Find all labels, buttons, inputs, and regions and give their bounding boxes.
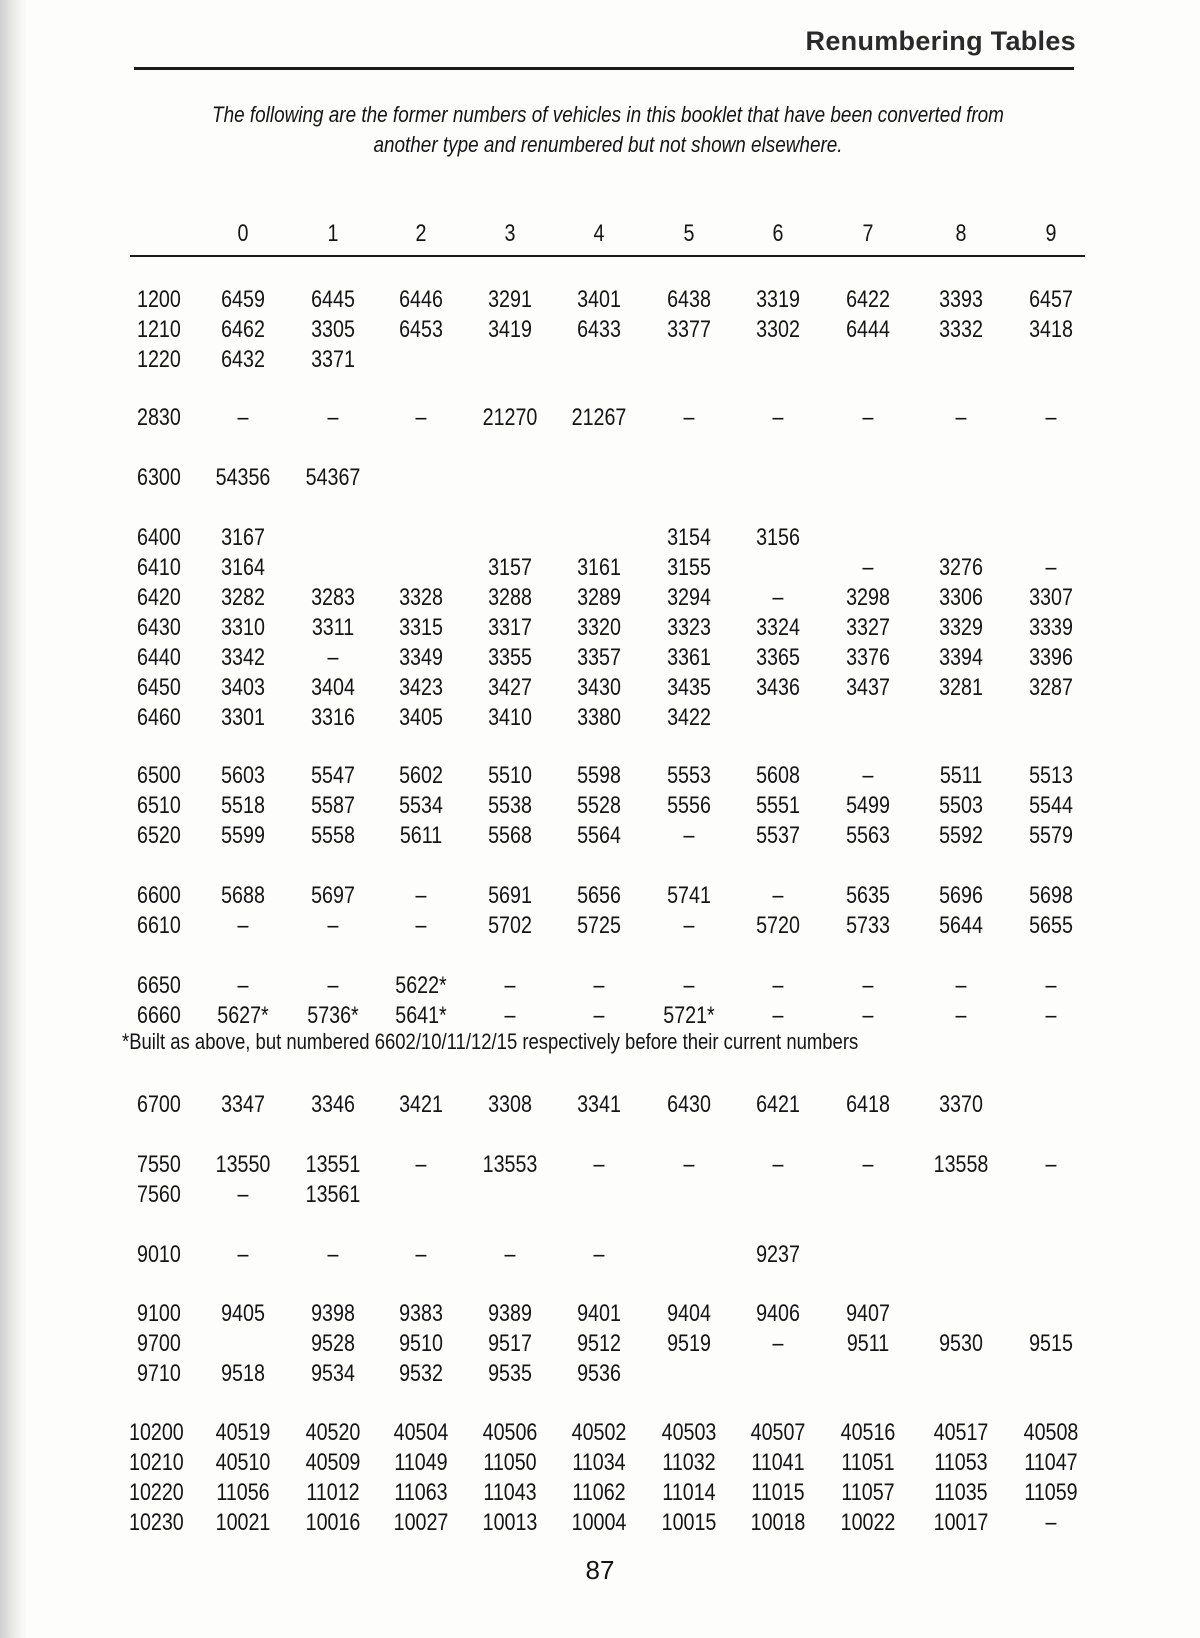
table-cell: – bbox=[772, 404, 784, 431]
table-cell: 5568 bbox=[488, 822, 532, 849]
column-header: 8 bbox=[955, 220, 967, 247]
table-cell: 13550 bbox=[215, 1151, 271, 1178]
table-cell: 5537 bbox=[756, 822, 800, 849]
table-cell: 10004 bbox=[571, 1509, 627, 1536]
table-cell: 11015 bbox=[751, 1479, 805, 1506]
table-cell: 3306 bbox=[939, 584, 983, 611]
table-cell: 5644 bbox=[939, 912, 983, 939]
row-label: 6300 bbox=[137, 464, 181, 491]
table-cell: – bbox=[327, 972, 339, 999]
table-cell: 5725 bbox=[577, 912, 621, 939]
column-header: 4 bbox=[593, 220, 605, 247]
column-header: 6 bbox=[772, 220, 784, 247]
table-cell: 3287 bbox=[1029, 674, 1073, 701]
table-cell: 40510 bbox=[215, 1449, 271, 1476]
table-cell: 9389 bbox=[488, 1300, 532, 1327]
table-cell: – bbox=[415, 882, 427, 909]
table-cell: 5635 bbox=[846, 882, 890, 909]
table-cell: 3404 bbox=[311, 674, 355, 701]
table-cell: 5622* bbox=[395, 972, 447, 999]
table-cell: 3435 bbox=[667, 674, 711, 701]
table-cell: 5741 bbox=[667, 882, 711, 909]
table-cell: 3393 bbox=[939, 286, 983, 313]
table-cell: 5518 bbox=[221, 792, 265, 819]
row-label: 6420 bbox=[137, 584, 181, 611]
table-cell: 5655 bbox=[1029, 912, 1073, 939]
row-label: 6610 bbox=[137, 912, 181, 939]
table-cell: 10027 bbox=[393, 1509, 449, 1536]
table-cell: 9534 bbox=[311, 1360, 355, 1387]
table-cell: 5551 bbox=[756, 792, 800, 819]
table-cell: 6445 bbox=[311, 286, 355, 313]
row-label: 1210 bbox=[137, 316, 181, 343]
row-label: 6460 bbox=[137, 704, 181, 731]
table-cell: 6418 bbox=[846, 1091, 890, 1118]
table-cell: 5563 bbox=[846, 822, 890, 849]
row-label: 1220 bbox=[137, 346, 181, 373]
table-cell: 5702 bbox=[488, 912, 532, 939]
table-cell: 5698 bbox=[1029, 882, 1073, 909]
table-cell: – bbox=[683, 822, 695, 849]
table-cell: – bbox=[1045, 972, 1057, 999]
table-cell: 5608 bbox=[756, 762, 800, 789]
table-cell: 5587 bbox=[311, 792, 355, 819]
table-cell: 40509 bbox=[305, 1449, 361, 1476]
column-header: 5 bbox=[683, 220, 695, 247]
table-cell: 5534 bbox=[399, 792, 443, 819]
table-cell: – bbox=[237, 404, 249, 431]
table-cell: 11063 bbox=[394, 1479, 448, 1506]
table-cell: 21267 bbox=[571, 404, 627, 431]
table-cell: 40517 bbox=[933, 1419, 989, 1446]
table-cell: 11050 bbox=[483, 1449, 537, 1476]
table-cell: – bbox=[504, 1241, 516, 1268]
table-cell: 40504 bbox=[393, 1419, 449, 1446]
table-cell: – bbox=[955, 1002, 967, 1029]
table-cell: 3349 bbox=[399, 644, 443, 671]
row-label: 7560 bbox=[137, 1181, 181, 1208]
table-cell: 11056 bbox=[216, 1479, 270, 1506]
table-cell: 3288 bbox=[488, 584, 532, 611]
table-cell: 5592 bbox=[939, 822, 983, 849]
table-cell: 3154 bbox=[667, 524, 711, 551]
table-cell: – bbox=[327, 912, 339, 939]
table-cell: 6444 bbox=[846, 316, 890, 343]
row-label: 9010 bbox=[137, 1241, 181, 1268]
table-cell: – bbox=[683, 972, 695, 999]
footnote: *Built as above, but numbered 6602/10/11/12/15 respectively before their current numbers bbox=[122, 1029, 859, 1054]
table-cell: 5513 bbox=[1029, 762, 1073, 789]
table-cell: 10017 bbox=[933, 1509, 989, 1536]
table-cell: 3310 bbox=[221, 614, 265, 641]
table-cell: 3155 bbox=[667, 554, 711, 581]
table-cell: – bbox=[593, 1002, 605, 1029]
table-cell: 3355 bbox=[488, 644, 532, 671]
table-cell: 11032 bbox=[662, 1449, 716, 1476]
table-cell: 11041 bbox=[751, 1449, 805, 1476]
table-cell: 21270 bbox=[482, 404, 538, 431]
row-label: 6410 bbox=[137, 554, 181, 581]
table-cell: – bbox=[1045, 404, 1057, 431]
table-cell: – bbox=[327, 404, 339, 431]
table-cell: – bbox=[862, 762, 874, 789]
table-cell: 3380 bbox=[577, 704, 621, 731]
table-cell: 5544 bbox=[1029, 792, 1073, 819]
table-cell: 11053 bbox=[934, 1449, 988, 1476]
table-cell: 5511 bbox=[939, 762, 983, 789]
table-cell: 5627* bbox=[217, 1002, 269, 1029]
table-cell: 3396 bbox=[1029, 644, 1073, 671]
table-cell: 3370 bbox=[939, 1091, 983, 1118]
table-cell: 40519 bbox=[215, 1419, 271, 1446]
table-cell: – bbox=[504, 1002, 516, 1029]
column-header: 2 bbox=[415, 220, 427, 247]
table-cell: 10015 bbox=[661, 1509, 717, 1536]
table-cell: – bbox=[237, 1241, 249, 1268]
table-cell: 3167 bbox=[221, 524, 265, 551]
table-cell: – bbox=[683, 912, 695, 939]
table-cell: 9536 bbox=[577, 1360, 621, 1387]
intro-line-2: another type and renumbered but not shown elsewhere. bbox=[373, 132, 843, 157]
row-label: 10220 bbox=[129, 1479, 184, 1506]
table-cell: 9532 bbox=[399, 1360, 443, 1387]
table-cell: 3332 bbox=[939, 316, 983, 343]
table-cell: 11014 bbox=[662, 1479, 716, 1506]
table-cell: 3339 bbox=[1029, 614, 1073, 641]
table-cell: 3291 bbox=[488, 286, 532, 313]
table-cell: 3328 bbox=[399, 584, 443, 611]
table-cell: 3418 bbox=[1029, 316, 1073, 343]
table-cell: 5721* bbox=[663, 1002, 715, 1029]
table-cell: 3421 bbox=[399, 1091, 443, 1118]
row-label: 6510 bbox=[137, 792, 181, 819]
table-cell: 3410 bbox=[488, 704, 532, 731]
table-cell: 54367 bbox=[305, 464, 361, 491]
table-cell: 5696 bbox=[939, 882, 983, 909]
table-cell: 5720 bbox=[756, 912, 800, 939]
table-cell: 3298 bbox=[846, 584, 890, 611]
table-cell: 13561 bbox=[305, 1181, 361, 1208]
table-cell: 3320 bbox=[577, 614, 621, 641]
table-cell: – bbox=[415, 404, 427, 431]
row-label: 6440 bbox=[137, 644, 181, 671]
table-cell: – bbox=[772, 972, 784, 999]
table-cell: 3371 bbox=[311, 346, 355, 373]
table-cell: 3161 bbox=[577, 554, 621, 581]
table-cell: 5688 bbox=[221, 882, 265, 909]
table-cell: 9406 bbox=[756, 1300, 800, 1327]
table-cell: 3157 bbox=[488, 554, 532, 581]
table-cell: – bbox=[772, 1002, 784, 1029]
table-cell: 9404 bbox=[667, 1300, 711, 1327]
table-cell: 3403 bbox=[221, 674, 265, 701]
table-cell: 5553 bbox=[667, 762, 711, 789]
table-cell: 5691 bbox=[488, 882, 532, 909]
table-cell: – bbox=[327, 1241, 339, 1268]
table-cell: – bbox=[955, 404, 967, 431]
table-cell: 3329 bbox=[939, 614, 983, 641]
table-cell: 9518 bbox=[221, 1360, 265, 1387]
table-cell: 13551 bbox=[305, 1151, 361, 1178]
table-cell: 6422 bbox=[846, 286, 890, 313]
table-cell: 11051 bbox=[841, 1449, 895, 1476]
table-cell: – bbox=[415, 1241, 427, 1268]
table-cell: – bbox=[1045, 1002, 1057, 1029]
row-label: 10230 bbox=[129, 1509, 184, 1536]
table-cell: – bbox=[415, 1151, 427, 1178]
table-cell: – bbox=[772, 584, 784, 611]
table-cell: 3308 bbox=[488, 1091, 532, 1118]
table-cell: – bbox=[772, 882, 784, 909]
table-cell: 3430 bbox=[577, 674, 621, 701]
table-cell: – bbox=[862, 554, 874, 581]
table-cell: 5547 bbox=[311, 762, 355, 789]
table-cell: 10013 bbox=[482, 1509, 538, 1536]
table-cell: 3317 bbox=[488, 614, 532, 641]
table-cell: 3423 bbox=[399, 674, 443, 701]
table-cell: 3436 bbox=[756, 674, 800, 701]
table-cell: 9405 bbox=[221, 1300, 265, 1327]
table-cell: 9517 bbox=[488, 1330, 532, 1357]
table-cell: 9401 bbox=[577, 1300, 621, 1327]
table-cell: – bbox=[237, 912, 249, 939]
table-cell: 9512 bbox=[577, 1330, 621, 1357]
table-cell: 11049 bbox=[394, 1449, 448, 1476]
row-label: 6400 bbox=[137, 524, 181, 551]
table-cell: 3307 bbox=[1029, 584, 1073, 611]
table-cell: 5603 bbox=[221, 762, 265, 789]
table-cell: 11034 bbox=[572, 1449, 626, 1476]
table-cell: – bbox=[237, 1181, 249, 1208]
table-cell: 5641* bbox=[395, 1002, 447, 1029]
table-cell: 10016 bbox=[305, 1509, 361, 1536]
table-cell: – bbox=[772, 1151, 784, 1178]
table-cell: 3294 bbox=[667, 584, 711, 611]
table-cell: 9398 bbox=[311, 1300, 355, 1327]
table-cell: 3361 bbox=[667, 644, 711, 671]
table-cell: 5558 bbox=[311, 822, 355, 849]
table-cell: 3276 bbox=[939, 554, 983, 581]
table-cell: 3302 bbox=[756, 316, 800, 343]
table-cell: 3347 bbox=[221, 1091, 265, 1118]
row-label: 9710 bbox=[137, 1360, 181, 1387]
table-cell: – bbox=[862, 404, 874, 431]
table-cell: – bbox=[593, 972, 605, 999]
table-cell: – bbox=[862, 1002, 874, 1029]
table-cell: 9519 bbox=[667, 1330, 711, 1357]
row-label: 6430 bbox=[137, 614, 181, 641]
table-cell: 3437 bbox=[846, 674, 890, 701]
table-cell: 6459 bbox=[221, 286, 265, 313]
table-cell: 5736* bbox=[307, 1002, 359, 1029]
table-cell: 3301 bbox=[221, 704, 265, 731]
table-cell: – bbox=[1045, 1151, 1057, 1178]
row-label: 6450 bbox=[137, 674, 181, 701]
table-cell: 3305 bbox=[311, 316, 355, 343]
table-cell: 5656 bbox=[577, 882, 621, 909]
table-cell: – bbox=[504, 972, 516, 999]
table-cell: 11035 bbox=[934, 1479, 988, 1506]
table-cell: 40507 bbox=[750, 1419, 806, 1446]
table-cell: 40508 bbox=[1023, 1419, 1079, 1446]
table-cell: – bbox=[1045, 554, 1057, 581]
table-cell: 6462 bbox=[221, 316, 265, 343]
column-header: 3 bbox=[504, 220, 516, 247]
table-cell: – bbox=[683, 404, 695, 431]
page-number: 87 bbox=[585, 1555, 615, 1585]
table-cell: 9511 bbox=[846, 1330, 890, 1357]
intro-line-1: The following are the former numbers of vehicles in this booklet that have been converted from bbox=[212, 102, 1004, 127]
table-cell: 6432 bbox=[221, 346, 265, 373]
table-cell: 9530 bbox=[939, 1330, 983, 1357]
column-header: 0 bbox=[237, 220, 249, 247]
table-cell: 5611 bbox=[399, 822, 443, 849]
table-cell: 11043 bbox=[483, 1479, 537, 1506]
table-cell: 3281 bbox=[939, 674, 983, 701]
row-label: 6650 bbox=[137, 972, 181, 999]
table-cell: 3282 bbox=[221, 584, 265, 611]
table-cell: 9535 bbox=[488, 1360, 532, 1387]
table-cell: 3283 bbox=[311, 584, 355, 611]
table-cell: – bbox=[237, 972, 249, 999]
table-cell: 11057 bbox=[841, 1479, 895, 1506]
row-label: 6600 bbox=[137, 882, 181, 909]
table-cell: 3164 bbox=[221, 554, 265, 581]
table-cell: 6421 bbox=[756, 1091, 800, 1118]
table-cell: 5538 bbox=[488, 792, 532, 819]
table-cell: 3311 bbox=[311, 614, 355, 641]
table-cell: 9515 bbox=[1029, 1330, 1073, 1357]
table-cell: – bbox=[772, 1330, 784, 1357]
row-label: 9100 bbox=[137, 1300, 181, 1327]
table-cell: 3357 bbox=[577, 644, 621, 671]
table-cell: 5499 bbox=[846, 792, 890, 819]
page-header-title: Renumbering Tables bbox=[805, 26, 1076, 56]
table-cell: 3346 bbox=[311, 1091, 355, 1118]
table-cell: 5503 bbox=[939, 792, 983, 819]
table-cell: – bbox=[327, 644, 339, 671]
table-cell: 40520 bbox=[305, 1419, 361, 1446]
table-cell: 40503 bbox=[661, 1419, 717, 1446]
table-cell: 3342 bbox=[221, 644, 265, 671]
table-cell: 9383 bbox=[399, 1300, 443, 1327]
table-cell: 6453 bbox=[399, 316, 443, 343]
table-cell: 13558 bbox=[933, 1151, 989, 1178]
table-cell: – bbox=[1045, 1509, 1057, 1536]
table-cell: 9510 bbox=[399, 1330, 443, 1357]
table-cell: – bbox=[593, 1151, 605, 1178]
table-cell: 5556 bbox=[667, 792, 711, 819]
table-header-rule bbox=[130, 255, 1085, 257]
table-cell: 3319 bbox=[756, 286, 800, 313]
row-label: 6660 bbox=[137, 1002, 181, 1029]
table-cell: – bbox=[862, 1151, 874, 1178]
table-cell: 11012 bbox=[306, 1479, 360, 1506]
table-cell: 5564 bbox=[577, 822, 621, 849]
table-cell: 13553 bbox=[482, 1151, 538, 1178]
table-cell: – bbox=[862, 972, 874, 999]
column-header: 7 bbox=[862, 220, 874, 247]
column-header: 1 bbox=[327, 220, 339, 247]
table-cell: 3327 bbox=[846, 614, 890, 641]
table-cell: 3419 bbox=[488, 316, 532, 343]
table-cell: 10018 bbox=[750, 1509, 806, 1536]
table-cell: 5528 bbox=[577, 792, 621, 819]
table-cell: – bbox=[415, 912, 427, 939]
row-label: 6520 bbox=[137, 822, 181, 849]
table-cell: 5598 bbox=[577, 762, 621, 789]
table-cell: 6457 bbox=[1029, 286, 1073, 313]
row-label: 6500 bbox=[137, 762, 181, 789]
table-cell: 11059 bbox=[1024, 1479, 1078, 1506]
table-cell: 10022 bbox=[840, 1509, 896, 1536]
table-cell: 3377 bbox=[667, 316, 711, 343]
column-header: 9 bbox=[1045, 220, 1057, 247]
table-cell: 3316 bbox=[311, 704, 355, 731]
table-cell: 9528 bbox=[311, 1330, 355, 1357]
row-label: 7550 bbox=[137, 1151, 181, 1178]
table-cell: 6430 bbox=[667, 1091, 711, 1118]
table-cell: 3405 bbox=[399, 704, 443, 731]
table-cell: 6433 bbox=[577, 316, 621, 343]
table-cell: 5733 bbox=[846, 912, 890, 939]
table-cell: 5602 bbox=[399, 762, 443, 789]
table-cell: – bbox=[955, 972, 967, 999]
table-cell: 11047 bbox=[1024, 1449, 1078, 1476]
table-cell: 3427 bbox=[488, 674, 532, 701]
row-label: 10210 bbox=[129, 1449, 184, 1476]
table-cell: 3156 bbox=[756, 524, 800, 551]
table-cell: 11062 bbox=[572, 1479, 626, 1506]
table-cell: – bbox=[593, 1241, 605, 1268]
row-label: 10200 bbox=[129, 1419, 184, 1446]
table-cell: 3315 bbox=[399, 614, 443, 641]
row-label: 6700 bbox=[137, 1091, 181, 1118]
table-cell: 3365 bbox=[756, 644, 800, 671]
table-cell: 6446 bbox=[399, 286, 443, 313]
row-label: 2830 bbox=[137, 404, 181, 431]
table-cell: 3401 bbox=[577, 286, 621, 313]
table-cell: – bbox=[683, 1151, 695, 1178]
table-cell: 54356 bbox=[215, 464, 271, 491]
table-cell: 9237 bbox=[756, 1241, 800, 1268]
table-cell: 5579 bbox=[1029, 822, 1073, 849]
table-cell: 40506 bbox=[482, 1419, 538, 1446]
table-cell: 40502 bbox=[571, 1419, 627, 1446]
table-cell: 3323 bbox=[667, 614, 711, 641]
table-cell: 3341 bbox=[577, 1091, 621, 1118]
table-cell: 6438 bbox=[667, 286, 711, 313]
table-cell: 9407 bbox=[846, 1300, 890, 1327]
table-cell: 40516 bbox=[840, 1419, 896, 1446]
table-cell: 3376 bbox=[846, 644, 890, 671]
table-cell: 3324 bbox=[756, 614, 800, 641]
row-label: 9700 bbox=[137, 1330, 181, 1357]
table-cell: 10021 bbox=[215, 1509, 271, 1536]
table-cell: 5697 bbox=[311, 882, 355, 909]
table-cell: 3394 bbox=[939, 644, 983, 671]
table-cell: 5599 bbox=[221, 822, 265, 849]
table-cell: 5510 bbox=[488, 762, 532, 789]
row-label: 1200 bbox=[137, 286, 181, 313]
table-cell: 3422 bbox=[667, 704, 711, 731]
table-cell: 3289 bbox=[577, 584, 621, 611]
